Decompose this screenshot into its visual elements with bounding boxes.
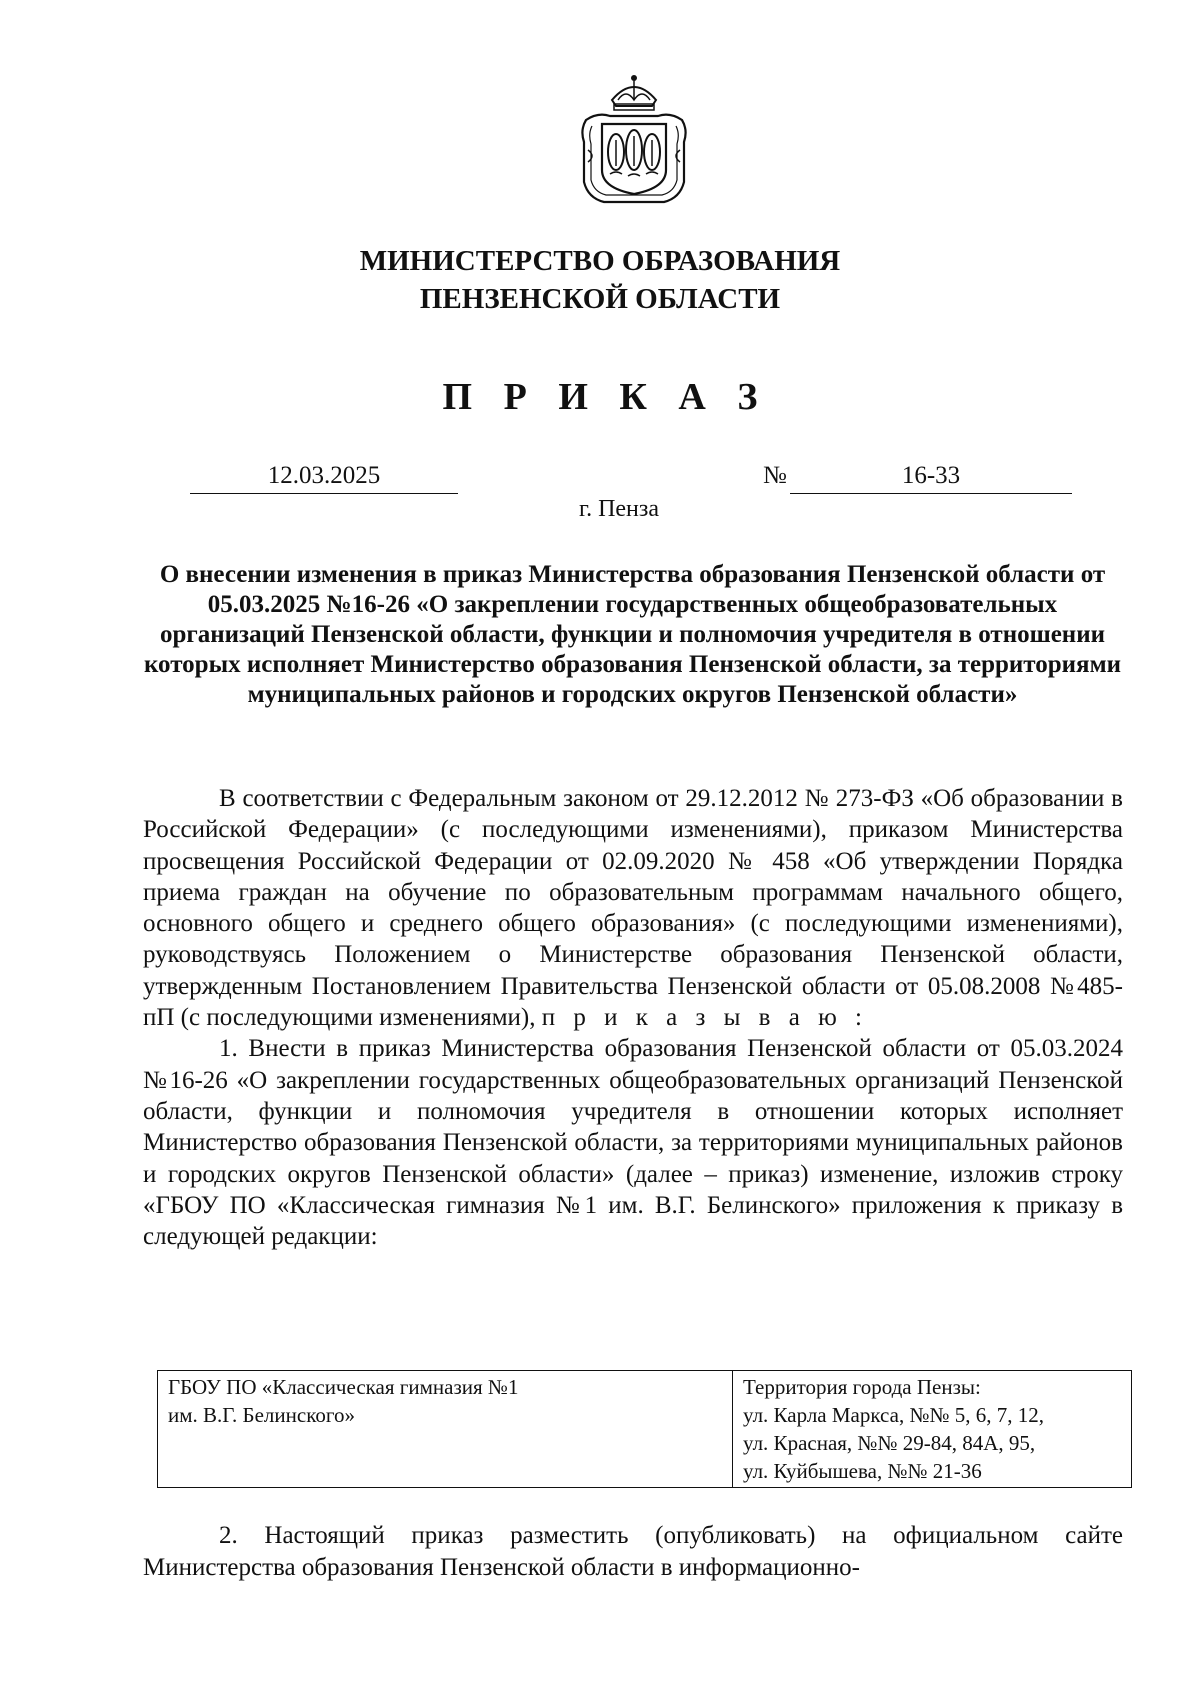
table-row [158,1371,1132,1488]
document-type: П Р И К А З [442,376,769,418]
school-line: ГБОУ ПО «Классическая гимназия №1 [168,1375,519,1399]
ministry-line-1: МИНИСТЕРСТВО ОБРАЗОВАНИЯ [359,245,841,277]
territory-line: ул. Красная, №№ 29-84, 84А, 95, [743,1431,1036,1455]
ministry-line-2: ПЕНЗЕНСКОЙ ОБЛАСТИ [419,283,781,315]
preamble-text: В соответствии с Федеральным законом от 29.12.2012 № 273-ФЗ «Об образовании в Российской Федерации» (с последующими изменениями), приказом Министерства просвещения Российской Федерации от 02.09.2020 № 458 «Об утверждении Порядка приема граждан на обучение по образовательным программам начального общего, основного общего и среднего общего образования» (с последующими изменениями), руководствуясь Положением о Министерстве образования Пензенской области, утвержденным Постановлением Правительства Пензенской области от 05.08.2008 №485-пП (с последующими изменениями), [143,785,1123,1032]
territory-line: ул. Карла Маркса, №№ 5, 6, 7, 12, [743,1403,1045,1427]
item-1-paragraph: 1. Внести в приказ Министерства образования Пензенской области от 05.03.2024 №16-26 «О закреплении государственных общеобразовательных организаций Пензенской области, функции и полномочия учредителя в отношении которых исполняет Министерство образования Пензенской области, за территориями муниципальных районов и городских округов Пензенской области» (далее – приказ) изменение, изложив строку «ГБОУ ПО «Классическая гимназия №1 им. В.Г. Белинского» приложения к приказу в следующей редакции: [143,1035,1123,1251]
territory-line: Территория города Пензы: [743,1375,981,1399]
penza-coat-of-arms-icon [574,70,694,210]
order-number: 16-33 [790,462,1072,494]
territory-line: ул. Куйбышева, №№ 21-36 [743,1459,982,1483]
territory-cell [733,1371,1132,1488]
order-date: 12.03.2025 [190,462,458,494]
order-city: г. Пенза [578,496,660,522]
order-subject: О внесении изменения в приказ Министерства образования Пензенской области от 05.03.2025 №16-26 «О закреплении государственных общеобразовательных организаций Пензенской области, функции и полномочия учредителя в отношении которых исполняет Министерство образования Пензенской области, за территориями муниципальных районов и городских округов Пензенской области» [143,561,1122,708]
preamble-paragraph [143,783,1123,1033]
item-2-paragraph: 2. Настоящий приказ разместить (опубликовать) на официальном сайте Министерства образования Пензенской области в информационно- [143,1522,1123,1581]
ministry-name [0,242,1200,318]
order-word: п р и к а з ы в а ю : [541,1004,868,1032]
order-body [143,783,1123,1252]
school-name-cell [158,1371,733,1488]
school-territory-table [157,1370,1132,1488]
number-label: № [763,462,787,489]
order-body-continued [143,1520,1123,1584]
school-line: им. В.Г. Белинского» [168,1403,355,1427]
